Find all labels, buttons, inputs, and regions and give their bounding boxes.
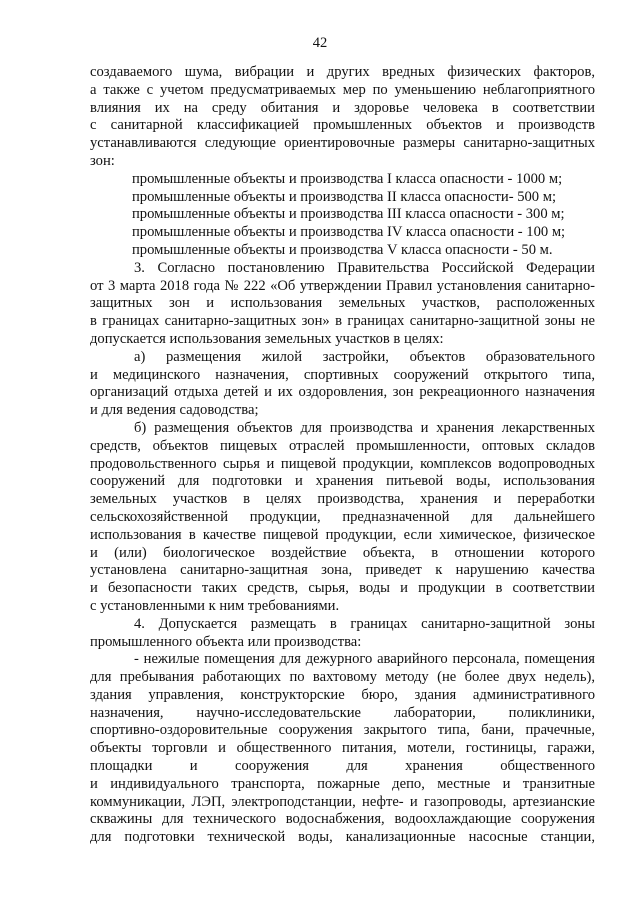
text-line: влияния их на среду обитания и здоровье человека в соответствии <box>90 99 595 116</box>
text-line: промышленные объекты и производства III класса опасности - 300 м; <box>132 206 565 223</box>
text-line: допускается использования земельных участков в целях: <box>90 330 444 347</box>
text-line: промышленные объекты и производства V класса опасности - 50 м. <box>132 241 553 258</box>
text-line: устанавливаются следующие ориентировочные размеры санитарно-защитных <box>90 135 595 152</box>
page-number: 42 <box>312 35 328 51</box>
text-line: земельных участков в целях производства, хранения и переработки <box>90 491 595 508</box>
text-line: назначения, научно-исследовательские лаборатории, поликлиники, <box>90 704 595 721</box>
text-line: сооружений для подготовки и хранения питьевой воды, использования <box>90 473 595 490</box>
text-line: создаваемого шума, вибрации и других вредных физических факторов, <box>90 64 595 80</box>
text-line: промышленные объекты и производства IV класса опасности - 100 м; <box>132 224 566 241</box>
text-line: скважины для технического водоснабжения, водоохлаждающие сооружения <box>90 811 595 828</box>
text-line: б) размещения объектов для производства и хранения лекарственных <box>134 419 595 436</box>
text-line: 4. Допускается размещать в границах санитарно-защитной зоны <box>134 615 595 632</box>
text-line: с установленными к ним требованиями. <box>90 597 340 614</box>
text-line: сельскохозяйственной продукции, предназначенной для дальнейшего <box>90 508 595 525</box>
text-line: установлена санитарно-защитная зона, приведет к нарушению качества <box>90 562 595 579</box>
text-line: промышленного объекта или производства: <box>90 633 362 650</box>
text-line: организаций отдыха детей и их оздоровления, зон рекреационного назначения <box>90 384 595 401</box>
text-line: и безопасности таких средств, сырья, воды и продукции в соответствии <box>90 580 595 597</box>
text-line: и для ведения садоводства; <box>90 402 259 419</box>
text-line: средств, объектов пищевых отраслей промышленности, оптовых складов <box>90 437 595 454</box>
text-line: в границах санитарно-защитных зон» в границах санитарно-защитной зоны не <box>90 313 595 330</box>
text-line: и (или) биологическое воздействие объекта, в отношении которого <box>90 544 595 561</box>
text-line: использования в качестве пищевой продукции, если химическое, физическое <box>90 526 595 543</box>
text-line: а) размещения жилой застройки, объектов образовательного <box>134 348 595 365</box>
text-line: здания управления, конструкторские бюро, здания административного <box>90 686 595 703</box>
text-line: промышленные объекты и производства II класса опасности- 500 м; <box>132 188 557 205</box>
text-line: и медицинского назначения, спортивных сооружений открытого типа, <box>90 366 595 383</box>
text-line: и индивидуального транспорта, пожарные депо, местные и транзитные <box>90 775 595 792</box>
text-line: а также с учетом предусматриваемых мер по уменьшению неблагоприятного <box>90 81 595 98</box>
text-line: спортивно-оздоровительные сооружения закрытого типа, бани, прачечные, <box>90 722 595 739</box>
text-line: коммуникации, ЛЭП, электроподстанции, нефте- и газопроводы, артезианские <box>90 793 595 810</box>
text-line: для пребывания работающих по вахтовому методу (не более двух недель), <box>90 669 595 686</box>
text-line: защитных зон и использования земельных участков, расположенных <box>90 295 595 312</box>
text-line: 3. Согласно постановлению Правительства Российской Федерации <box>134 259 595 276</box>
text-line: площадки и сооружения для хранения общественного <box>90 758 595 775</box>
text-line: объекты торговли и общественного питания, мотели, гостиницы, гаражи, <box>90 740 595 757</box>
document-body <box>90 64 595 847</box>
text-line: от 3 марта 2018 года № 222 «Об утверждении Правил установления санитарно- <box>90 277 595 294</box>
text-line: продовольственного сырья и пищевой продукции, комплексов водопроводных <box>90 455 595 472</box>
text-line: зон: <box>90 152 115 169</box>
text-line: для подготовки технической воды, канализационные насосные станции, <box>90 829 595 846</box>
text-line: с санитарной классификацией промышленных объектов и производств <box>90 117 595 134</box>
text-line: промышленные объекты и производства I класса опасности - 1000 м; <box>132 170 563 187</box>
text-line: - нежилые помещения для дежурного аварийного персонала, помещения <box>134 651 595 668</box>
